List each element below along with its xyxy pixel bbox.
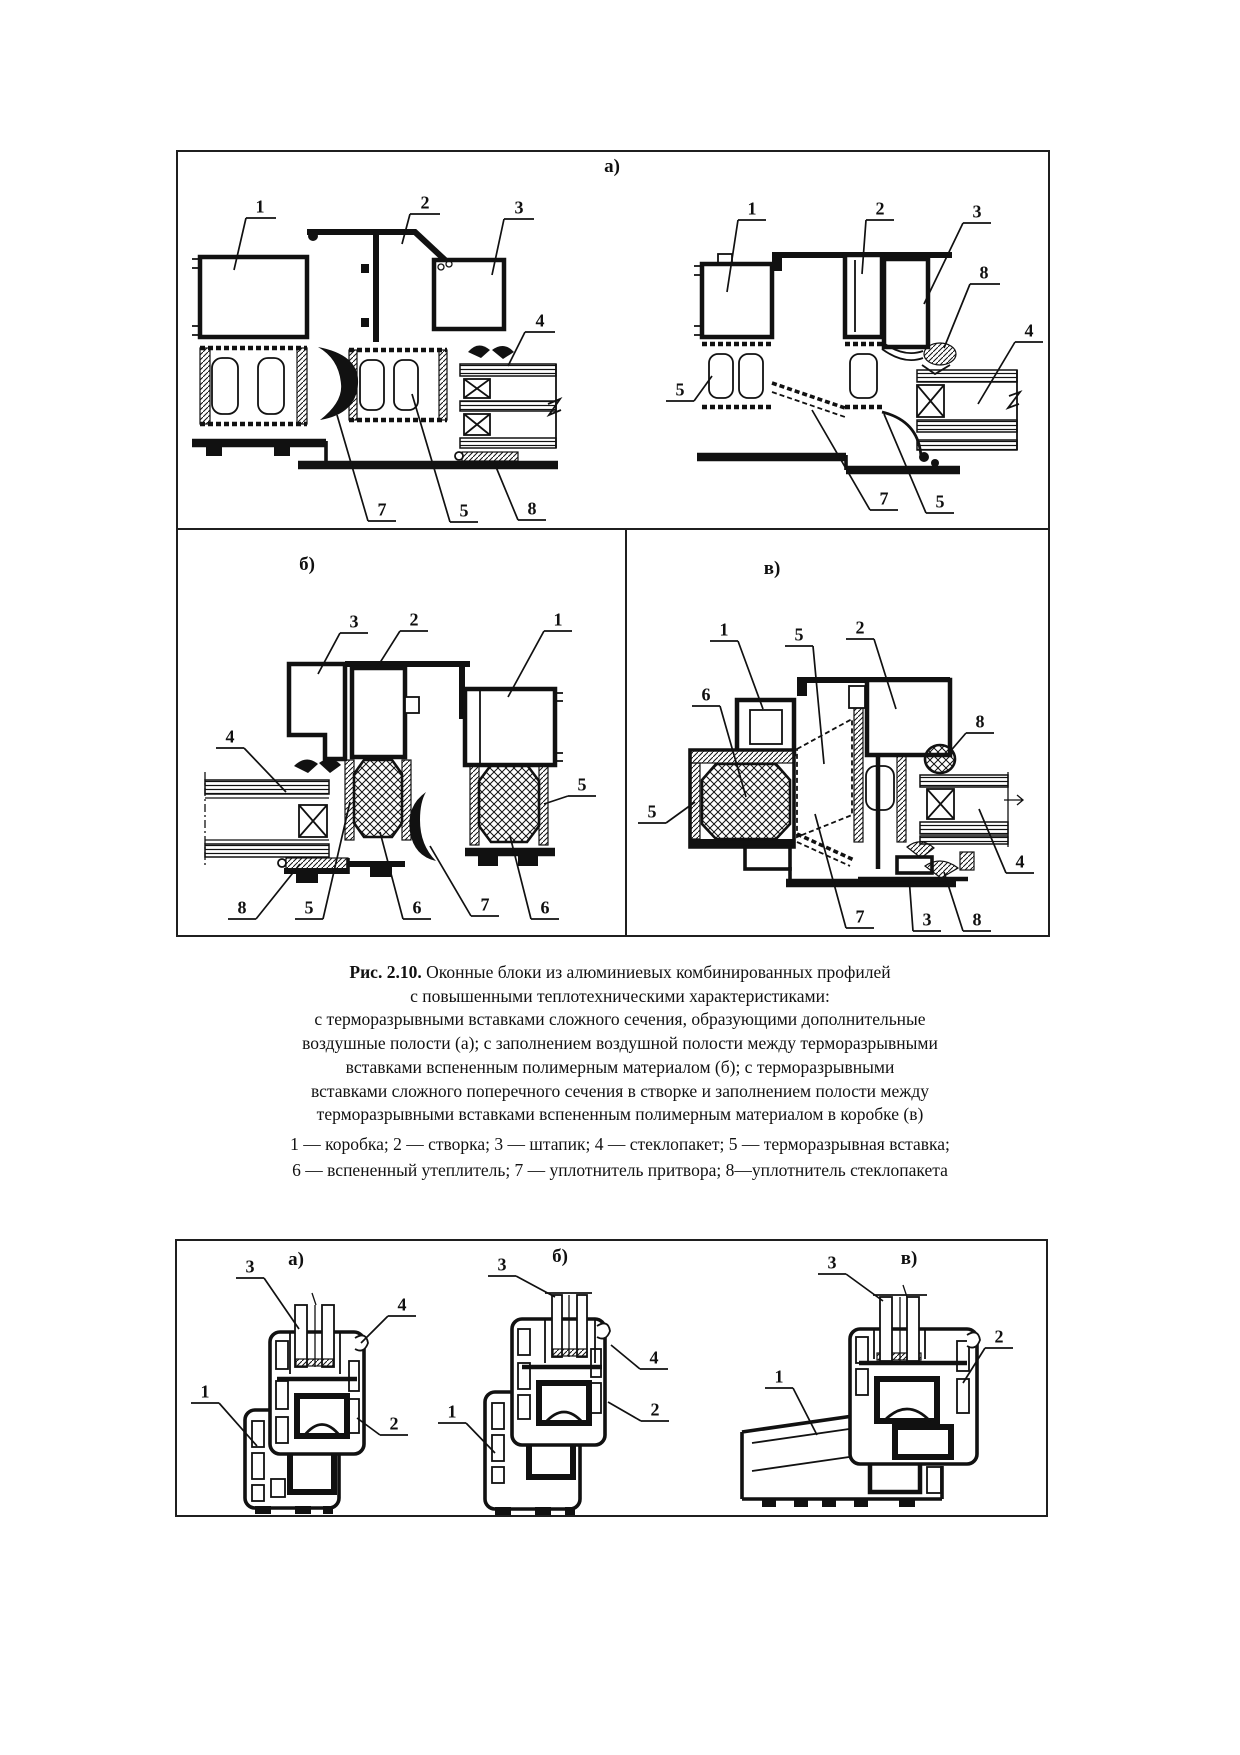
figure-caption	[120, 961, 1120, 1127]
callout-label: 1	[774, 1366, 784, 1387]
callout-label: 2	[994, 1326, 1004, 1347]
callout-label: 6	[701, 684, 711, 705]
figure-number: Рис. 2.10.	[349, 962, 422, 982]
callout-label: 1	[255, 196, 265, 217]
callout-label: 3	[349, 611, 359, 632]
panel-label: а)	[604, 156, 620, 177]
callout-label: 2	[409, 609, 419, 630]
panel-label: в)	[900, 1248, 918, 1269]
figure2-box	[175, 1239, 1048, 1517]
callout-label: 3	[827, 1252, 837, 1273]
panel-label: б)	[552, 1246, 568, 1267]
figure-legend	[100, 1131, 1140, 1183]
panel-label: в)	[763, 558, 781, 579]
callout-label: 1	[747, 198, 757, 219]
caption-line: вставками сложного поперечного сечения в створке и заполнением полости между	[310, 1080, 929, 1101]
callout-label: 7	[480, 894, 490, 915]
caption-line: с повышенными теплотехническими характеристиками:	[410, 985, 830, 1006]
callout-label: 2	[650, 1399, 660, 1420]
callout-label: 2	[855, 617, 865, 638]
callout-label: 4	[1024, 320, 1034, 341]
callout-label: 5	[794, 624, 804, 645]
callout-label: 4	[225, 726, 235, 747]
callout-label: 6	[412, 897, 422, 918]
caption-line: терморазрывными вставками вспененным полимерным материалом в коробке (в)	[316, 1104, 924, 1125]
callout-label: 3	[922, 909, 932, 930]
figure1-box	[176, 150, 1050, 937]
callout-label: 5	[577, 774, 587, 795]
callout-label: 2	[389, 1413, 399, 1434]
legend-line: 1 — коробка; 2 — створка; 3 — штапик; 4 — стеклопакет; 5 — терморазрывная вставка;	[290, 1134, 950, 1154]
caption-line: воздушные полости (а); с заполнением воздушной полости между терморазрывными	[302, 1033, 938, 1054]
callout-label: 6	[540, 897, 550, 918]
caption-line: вставками вспененным полимерным материалом (б); с терморазрывными	[345, 1056, 895, 1077]
callout-label: 7	[377, 499, 387, 520]
figure1-callouts	[178, 152, 1048, 935]
callout-label: 8	[975, 711, 985, 732]
callout-label: 4	[649, 1347, 659, 1368]
panel-label: а)	[288, 1249, 304, 1270]
callout-label: 3	[514, 197, 524, 218]
callout-label: 4	[1015, 851, 1025, 872]
callout-label: 8	[527, 498, 537, 519]
callout-label: 8	[972, 909, 982, 930]
callout-label: 4	[397, 1294, 407, 1315]
callout-label: 1	[719, 619, 729, 640]
caption-line: с терморазрывными вставками сложного сечения, образующими дополнительные	[314, 1009, 926, 1030]
callout-label: 5	[935, 491, 945, 512]
callout-label: 1	[553, 609, 563, 630]
callout-label: 5	[647, 801, 657, 822]
callout-label: 7	[855, 906, 865, 927]
callout-label: 3	[972, 201, 982, 222]
callout-label: 5	[459, 500, 469, 521]
figure2-callouts	[177, 1241, 1046, 1515]
callout-label: 5	[304, 897, 314, 918]
callout-label: 4	[535, 310, 545, 331]
callout-label: 3	[497, 1254, 507, 1275]
callout-label: 2	[420, 192, 430, 213]
callout-label: 1	[200, 1381, 210, 1402]
panel-label: б)	[299, 554, 315, 575]
callout-label: 8	[237, 897, 247, 918]
callout-label: 8	[979, 262, 989, 283]
legend-line: 6 — вспененный утеплитель; 7 — уплотнитель притвора; 8—уплотнитель стеклопакета	[292, 1160, 948, 1180]
callout-label: 7	[879, 488, 889, 509]
callout-label: 1	[447, 1401, 457, 1422]
callout-label: 3	[245, 1256, 255, 1277]
caption-line: Рис. 2.10. Оконные блоки из алюминиевых комбинированных профилей	[349, 962, 891, 982]
callout-label: 2	[875, 198, 885, 219]
callout-label: 5	[675, 379, 685, 400]
